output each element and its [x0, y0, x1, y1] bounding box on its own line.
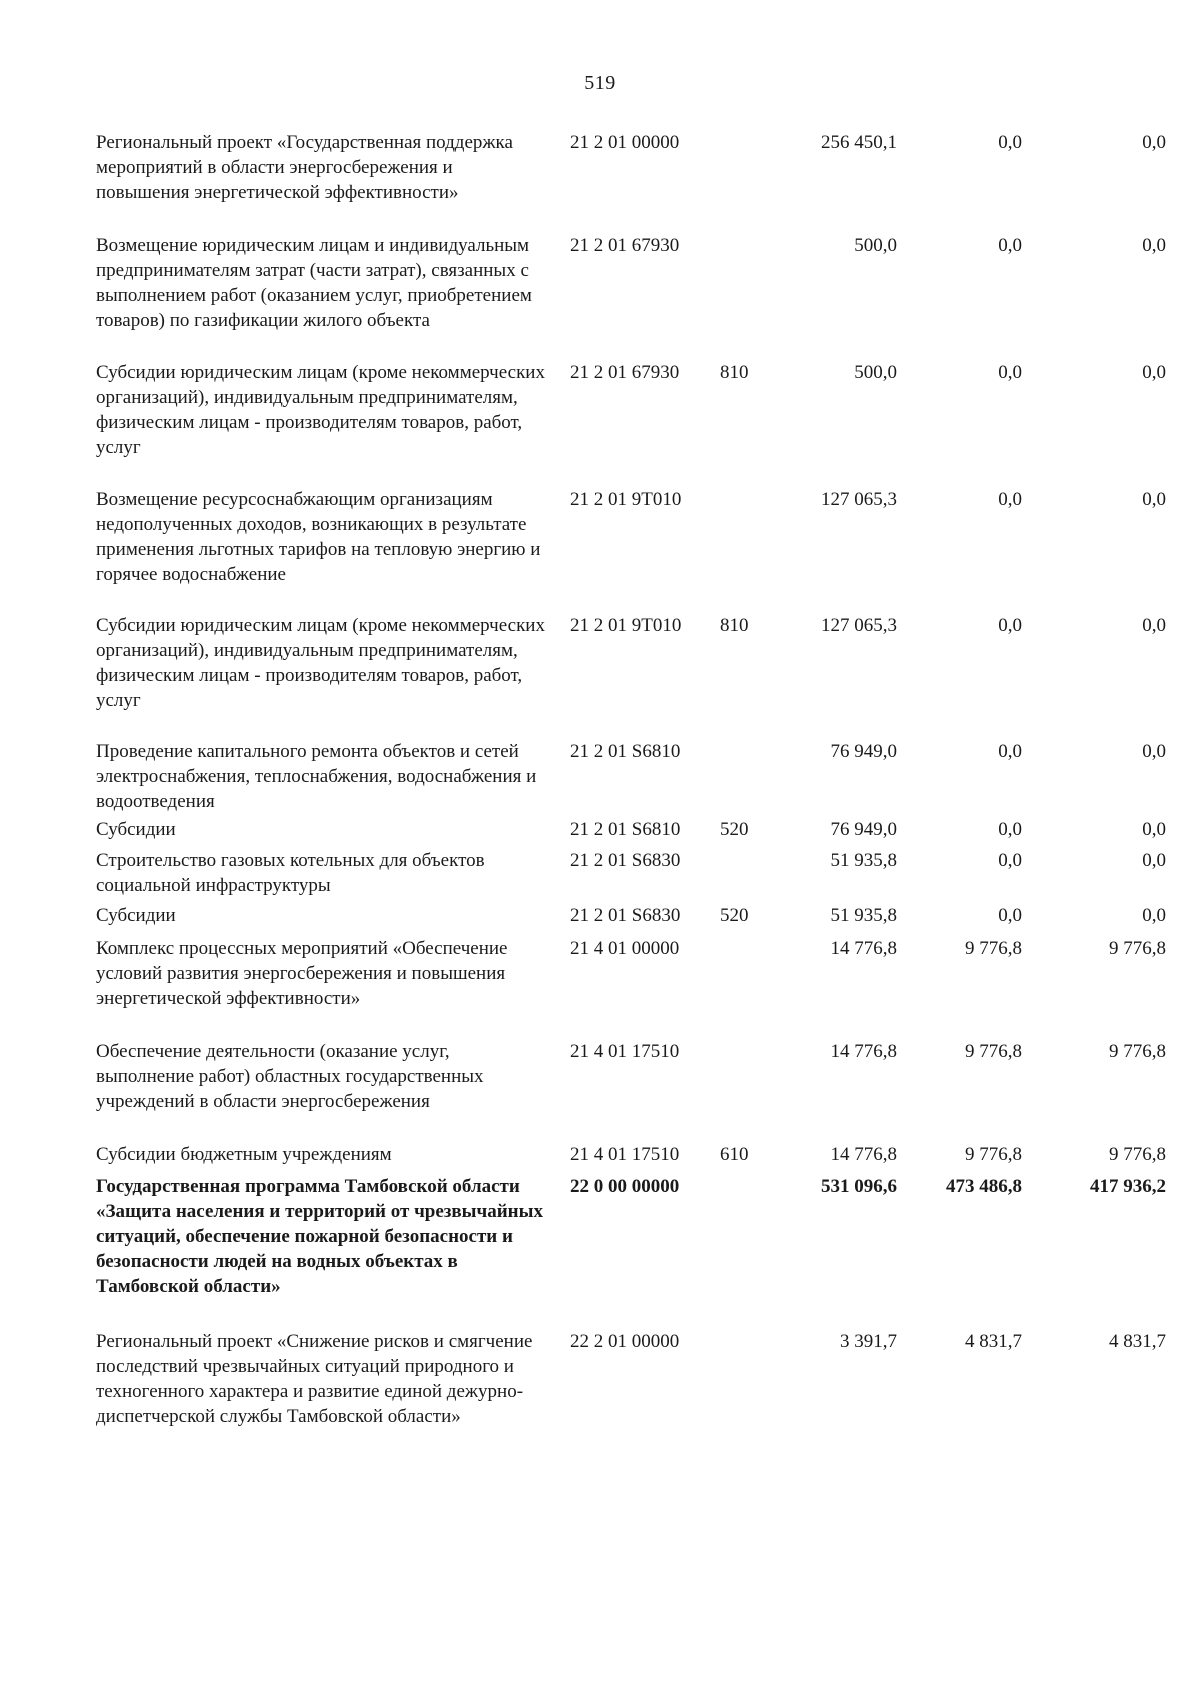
row-value-1: 500,0 — [854, 362, 897, 383]
row-name: Субсидии — [96, 819, 176, 840]
row-code: 21 2 01 S6810 — [570, 819, 681, 840]
row-name: Возмещение ресурсоснабжающим организациям недополученных доходов, возникающих в результате применения льготных тарифов на тепловую энергию и горячее водоснабжение — [96, 489, 541, 585]
table-row — [96, 936, 1176, 1039]
row-value-1: 127 065,3 — [821, 489, 897, 510]
row-value-1: 3 391,7 — [840, 1331, 897, 1352]
row-value-3: 0,0 — [1142, 362, 1166, 383]
row-name: Проведение капитального ремонта объектов и сетей электроснабжения, теплоснабжения, водоснабжения и водоотведения — [96, 741, 537, 812]
row-value-2: 4 831,7 — [965, 1331, 1022, 1352]
table-row — [96, 360, 1176, 487]
row-value-3: 9 776,8 — [1109, 1041, 1166, 1062]
row-value-2: 0,0 — [998, 741, 1022, 762]
row-name: Обеспечение деятельности (оказание услуг, выполнение работ) областных государственных учреждений в области энергосбережения — [96, 1041, 484, 1112]
row-value-2: 0,0 — [998, 132, 1022, 153]
row-value-1: 500,0 — [854, 235, 897, 256]
row-value-2: 473 486,8 — [946, 1176, 1022, 1197]
row-value-3: 0,0 — [1142, 132, 1166, 153]
row-value-3: 4 831,7 — [1109, 1331, 1166, 1352]
row-value-3: 9 776,8 — [1109, 938, 1166, 959]
row-value-2: 0,0 — [998, 235, 1022, 256]
row-value-3: 0,0 — [1142, 615, 1166, 636]
row-name: Субсидии юридическим лицам (кроме некоммерческих организаций), индивидуальным предпринимателям, физическим лицам - производителям товаров, работ, услуг — [96, 362, 545, 458]
row-code: 21 2 01 67930 — [570, 362, 680, 383]
row-code: 21 2 01 S6830 — [570, 905, 681, 926]
table-row — [96, 613, 1176, 739]
row-kvr: 810 — [720, 615, 749, 636]
row-value-2: 9 776,8 — [965, 1041, 1022, 1062]
row-value-2: 0,0 — [998, 362, 1022, 383]
row-name: Субсидии — [96, 905, 176, 926]
row-value-2: 9 776,8 — [965, 1144, 1022, 1165]
row-name: Субсидии юридическим лицам (кроме некоммерческих организаций), индивидуальным предпринимателям, физическим лицам - производителям товаров, работ, услуг — [96, 615, 545, 711]
row-kvr: 520 — [720, 819, 749, 840]
row-value-2: 0,0 — [998, 905, 1022, 926]
table-row — [96, 1039, 1176, 1142]
row-value-1: 51 935,8 — [830, 850, 897, 871]
row-value-3: 0,0 — [1142, 905, 1166, 926]
row-value-1: 76 949,0 — [830, 819, 897, 840]
row-kvr: 610 — [720, 1144, 749, 1165]
row-value-1: 256 450,1 — [821, 132, 897, 153]
table-row — [96, 848, 1176, 903]
row-code: 21 4 01 00000 — [570, 938, 680, 959]
row-code: 21 2 01 67930 — [570, 235, 680, 256]
table-row — [96, 487, 1176, 613]
row-value-2: 0,0 — [998, 819, 1022, 840]
row-name: Строительство газовых котельных для объектов социальной инфраструктуры — [96, 850, 485, 896]
row-value-2: 9 776,8 — [965, 938, 1022, 959]
row-value-3: 9 776,8 — [1109, 1144, 1166, 1165]
row-value-1: 76 949,0 — [830, 741, 897, 762]
row-code: 22 0 00 00000 — [570, 1176, 680, 1197]
row-name: Субсидии бюджетным учреждениям — [96, 1144, 392, 1165]
row-kvr: 520 — [720, 905, 749, 926]
row-value-3: 417 936,2 — [1090, 1176, 1166, 1197]
row-value-1: 127 065,3 — [821, 615, 897, 636]
row-name: Возмещение юридическим лицам и индивидуальным предпринимателям затрат (части затрат), связанных с выполнением работ (оказанием услуг, приобретением товаров) по газификации жилого объекта — [96, 235, 532, 331]
budget-table — [96, 130, 1176, 1459]
table-row — [96, 1142, 1176, 1174]
table-row — [96, 1174, 1176, 1329]
row-value-1: 531 096,6 — [821, 1176, 897, 1197]
row-value-1: 14 776,8 — [830, 1144, 897, 1165]
row-code: 21 2 01 S6830 — [570, 850, 681, 871]
table-row — [96, 130, 1176, 233]
row-name: Комплекс процессных мероприятий «Обеспечение условий развития энергосбережения и повышения энергетической эффективности» — [96, 938, 508, 1009]
row-code: 21 2 01 9Т010 — [570, 615, 682, 636]
row-code: 21 2 01 9Т010 — [570, 489, 682, 510]
row-value-3: 0,0 — [1142, 489, 1166, 510]
row-value-2: 0,0 — [998, 615, 1022, 636]
table-row — [96, 1329, 1176, 1459]
table-row — [96, 739, 1176, 817]
row-code: 21 2 01 00000 — [570, 132, 680, 153]
row-value-1: 14 776,8 — [830, 938, 897, 959]
row-value-3: 0,0 — [1142, 235, 1166, 256]
row-code: 21 2 01 S6810 — [570, 741, 681, 762]
table-row — [96, 233, 1176, 360]
row-value-3: 0,0 — [1142, 819, 1166, 840]
table-row — [96, 817, 1176, 848]
row-value-3: 0,0 — [1142, 850, 1166, 871]
table-row — [96, 903, 1176, 936]
row-code: 21 4 01 17510 — [570, 1041, 680, 1062]
row-value-3: 0,0 — [1142, 741, 1166, 762]
row-name: Государственная программа Тамбовской области «Защита населения и территорий от чрезвычайных ситуаций, обеспечение пожарной безопасности и безопасности людей на водных объектах в Тамбовской области» — [96, 1176, 543, 1297]
row-code: 22 2 01 00000 — [570, 1331, 680, 1352]
row-value-1: 14 776,8 — [830, 1041, 897, 1062]
row-value-1: 51 935,8 — [830, 905, 897, 926]
row-code: 21 4 01 17510 — [570, 1144, 680, 1165]
page-number: 519 — [584, 72, 616, 94]
row-name: Региональный проект «Снижение рисков и смягчение последствий чрезвычайных ситуаций природного и техногенного характера и развитие единой дежурно-диспетчерской службы Тамбовской области» — [96, 1331, 533, 1427]
row-name: Региональный проект «Государственная поддержка мероприятий в области энергосбережения и повышения энергетической эффективности» — [96, 132, 513, 203]
row-value-2: 0,0 — [998, 850, 1022, 871]
row-kvr: 810 — [720, 362, 749, 383]
row-value-2: 0,0 — [998, 489, 1022, 510]
